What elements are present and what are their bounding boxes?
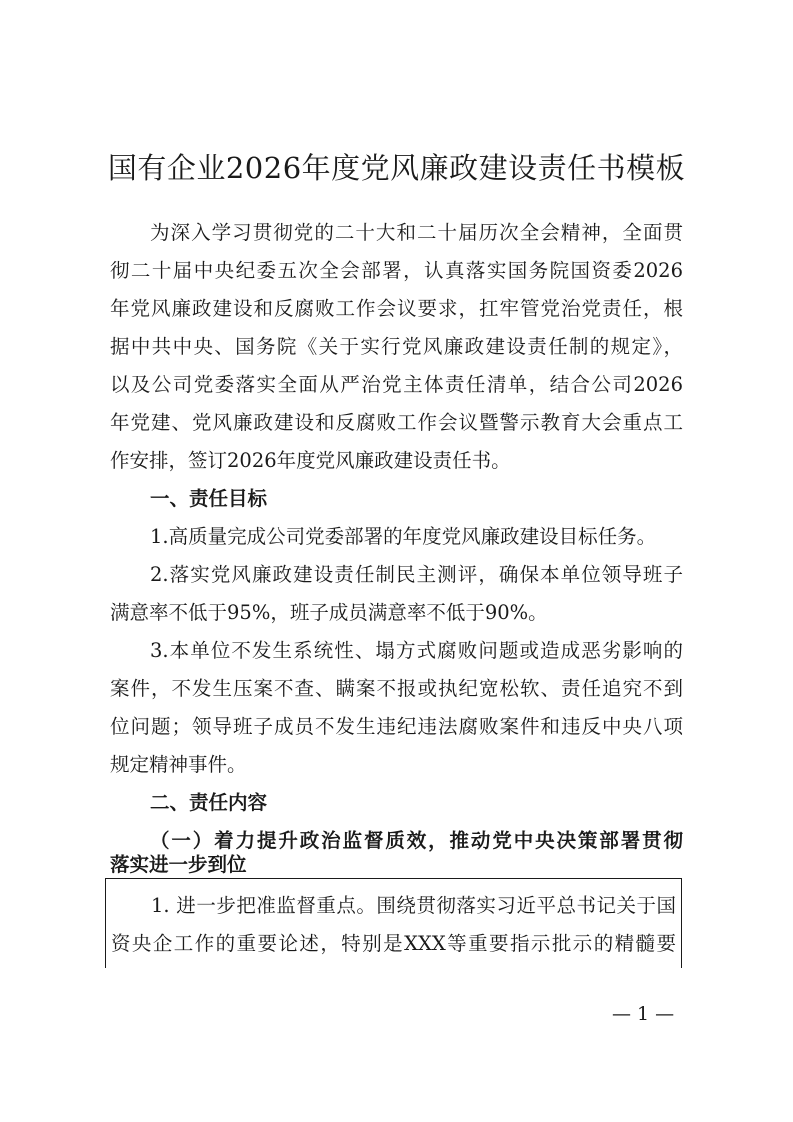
goal-item-1: 1.高质量完成公司党委部署的年度党风廉政建设目标任务。	[150, 525, 657, 548]
document-title: 国有企业2026年度党风廉政建设责任书模板	[107, 151, 686, 185]
subheading-line: 落实进一步到位	[110, 853, 247, 876]
highlighted-text-box	[105, 878, 682, 968]
goal-item-3-line: 3.本单位不发生系统性、塌方式腐败问题或造成恶劣影响的	[150, 639, 683, 662]
page-number: — 1 —	[612, 1003, 675, 1025]
subheading-line: （一）着力提升政治监督质效，推动党中央决策部署贯彻	[150, 829, 683, 852]
goal-item-3-line: 位问题；领导班子成员不发生违纪违法腐败案件和违反中央八项	[110, 715, 683, 738]
goal-item-2-line: 满意率不低于95%，班子成员满意率不低于90%。	[110, 601, 548, 624]
boxed-line: 1. 进一步把准监督重点。围绕贯彻落实习近平总书记关于国	[151, 894, 676, 917]
section-heading-content: 二、责任内容	[150, 791, 268, 814]
boxed-line: 资央企工作的重要论述，特别是XXX等重要指示批示的精髓要	[111, 932, 676, 955]
intro-line: 据中共中央、国务院《关于实行党风廉政建设责任制的规定》，	[110, 335, 683, 358]
goal-item-3-line: 规定精神事件。	[110, 753, 247, 776]
intro-line: 作安排，签订2026年度党风廉政建设责任书。	[110, 449, 511, 472]
intro-line: 彻二十届中央纪委五次全会部署，认真落实国务院国资委2026	[110, 259, 683, 282]
intro-line: 为深入学习贯彻党的二十大和二十届历次全会精神，全面贯	[150, 221, 683, 244]
intro-line: 年党风廉政建设和反腐败工作会议要求，扛牢管党治党责任，根	[110, 297, 683, 320]
goal-item-2-line: 2.落实党风廉政建设责任制民主测评，确保本单位领导班子	[150, 563, 683, 586]
intro-line: 年党建、党风廉政建设和反腐败工作会议暨警示教育大会重点工	[110, 411, 683, 434]
section-heading-goals: 一、责任目标	[150, 487, 268, 510]
intro-line: 以及公司党委落实全面从严治党主体责任清单，结合公司2026	[110, 373, 683, 396]
goal-item-3-line: 案件，不发生压案不查、瞒案不报或执纪宽松软、责任追究不到	[110, 677, 683, 700]
